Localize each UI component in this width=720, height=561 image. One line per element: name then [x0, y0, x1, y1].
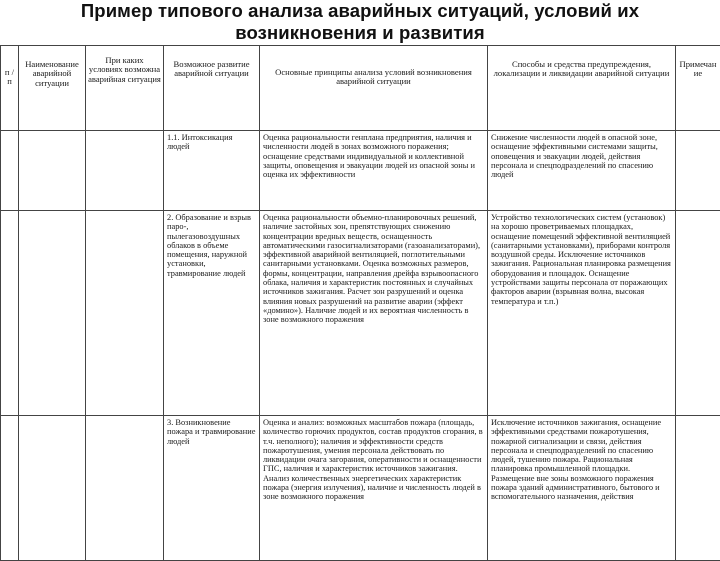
header-conditions: При каких условиях возможна аварийная ситуация — [86, 46, 164, 131]
header-name: Наименование аварийной ситуации — [19, 46, 86, 131]
table-row — [1, 211, 720, 416]
cell-note — [676, 131, 720, 211]
table-row — [1, 416, 720, 561]
cell-note — [676, 211, 720, 416]
header-num: п / п — [1, 46, 19, 131]
cell-conditions — [86, 416, 164, 561]
cell-development: 2. Образование и взрыв паро-, пылегазовоздушных облаков в объеме помещения, наружной установки, травмирование людей — [164, 211, 260, 416]
cell-num — [1, 211, 19, 416]
cell-num — [1, 131, 19, 211]
cell-name — [19, 131, 86, 211]
cell-name — [19, 416, 86, 561]
cell-means: Снижение численности людей в опасной зоне, оснащение эффективными системами защиты, оповещения и эвакуации людей, действия персонала и спецподразделений по спасению людей — [488, 131, 676, 211]
cell-development: 3. Возникновение пожара и травмирование людей — [164, 416, 260, 561]
cell-principles: Оценка рациональности объемно-планировочных решений, наличие застойных зон, препятствующих снижению концентрации вредных веществ, оснащенность автоматическими газосигнализаторами (газоанализаторами), эффективной аварийной вентиляцией, поглотительными санитарными установками. Оценка возможных размеров, формы, концентрации, направления дрейфа взрывоопасного облака, наличия и характеристик постоянных и случайных источников зажигания. Расчет зон разрушений и оценка влияния новых разрушений на развитие аварии (эффект «домино»). Наличие людей и их вероятная численность в зоне возможного поражения — [260, 211, 488, 416]
header-principles: Основные принципы анализа условий возникновения аварийной ситуации — [260, 46, 488, 131]
cell-development: 1.1. Интоксикация людей — [164, 131, 260, 211]
cell-principles: Оценка рациональности генплана предприятия, наличия и численности людей в зонах возможного поражения; оснащение средствами индивидуальной и коллективной защиты, оповещения и эвакуации людей из опасной зоны и оценка их эффективности — [260, 131, 488, 211]
cell-principles: Оценка и анализ: возможных масштабов пожара (площадь, количество горючих продуктов, состав продуктов сгорания, в т.ч. неполного); наличия и эффективности средств пожаротушения, умения персонала действовать по ликвидации очага загорания, оперативности и оснащенности ГПС, наличия и характеристик источников зажигания. Анализ количественных энергетических характеристик пожара (энергия излучения), наличие и численность людей в зоне возможного поражения — [260, 416, 488, 561]
table-row — [1, 131, 720, 211]
analysis-table — [0, 45, 720, 561]
table-header-row — [1, 46, 720, 131]
cell-num — [1, 416, 19, 561]
title-line-1: Пример типового анализа аварийных ситуаций, условий их — [0, 0, 720, 22]
page-title — [0, 0, 720, 44]
cell-means: Устройство технологических систем (установок) на хорошо проветриваемых площадках, оснащение помещений эффективной вентиляцией (санитарными установками), приборами контроля воздушной среды. Исключение источников зажигания. Рациональная планировка размещения оборудования и площадок. Оснащение устройствами защиты персонала от поражающих факторов аварии (взрывная волна, высокая температура и т.п.) — [488, 211, 676, 416]
cell-means: Исключение источников зажигания, оснащение эффективными средствами пожаротушения, пожарной сигнализации и связи, действия персонала и спецподразделений по спасению людей, тушению пожара. Рациональная планировка промышленной площадки. Размещение вне зоны возможного поражения пожара зданий административного, бытового и вспомогательного назначения, действия — [488, 416, 676, 561]
cell-conditions — [86, 211, 164, 416]
title-line-2: возникновения и развития — [0, 22, 720, 44]
cell-note — [676, 416, 720, 561]
cell-conditions — [86, 131, 164, 211]
header-means: Способы и средства предупреждения, локализации и ликвидации аварийной ситуации — [488, 46, 676, 131]
header-development: Возможное развитие аварийной ситуации — [164, 46, 260, 131]
header-note: Примечание — [676, 46, 720, 131]
cell-name — [19, 211, 86, 416]
